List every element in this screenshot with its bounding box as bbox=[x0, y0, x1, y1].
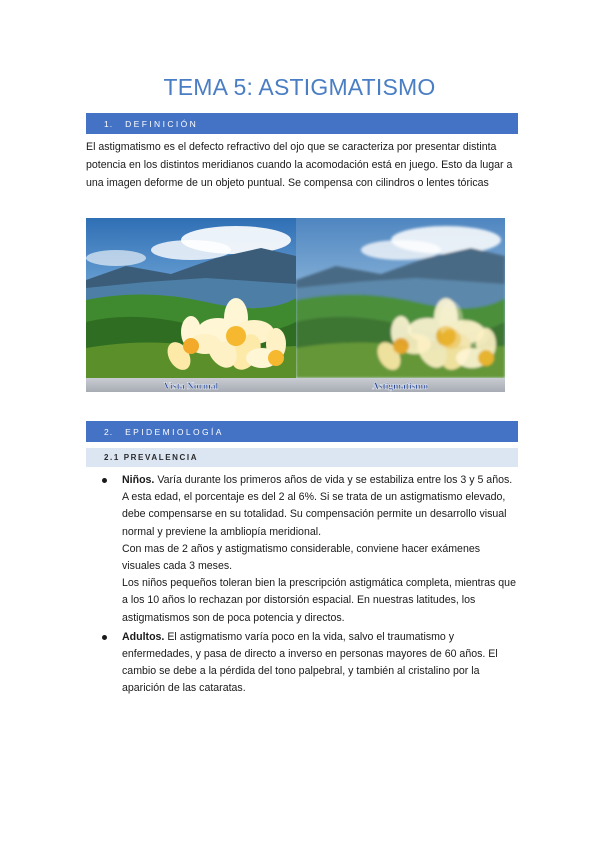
section-number: 1. bbox=[104, 118, 114, 129]
list-item-ninos bbox=[86, 472, 520, 627]
item-text: Varía durante los primeros años de vida y se estabiliza entre los 3 y 5 años. A esta edad, el porcentaje es del 2 al 6%. Si se trata de un astigmatismo elevado, debe compensarse en su totalidad. Su compensación permite un desarrollo visual normal y previene la ambliopía meridional. bbox=[122, 474, 513, 538]
bullet-icon bbox=[102, 635, 107, 640]
section-header-definicion bbox=[86, 113, 518, 134]
astigmatism-photo bbox=[296, 218, 505, 378]
page-title: TEMA 5: ASTIGMATISMO bbox=[163, 74, 436, 100]
item-text: El astigmatismo varía poco en la vida, salvo el traumatismo y enfermedades, y pasa de directo a inverso en personas mayores de 60 años. El cambio se debe a la pérdida del tono palpebral, y también al cristalino por la aparición de las cataratas. bbox=[122, 630, 498, 695]
caption-astigmatism: Astigmatismo bbox=[372, 382, 428, 392]
section-label: EPIDEMIOLOGÍA bbox=[125, 426, 224, 437]
list-item-adultos bbox=[86, 629, 520, 698]
section-label: DEFINICIÓN bbox=[125, 118, 199, 129]
normal-vision-photo bbox=[86, 218, 296, 378]
bullet-icon bbox=[102, 478, 107, 483]
comparison-image bbox=[86, 218, 505, 392]
section-number: 2. bbox=[104, 426, 114, 437]
item-text: Los niños pequeños toleran bien la prescripción astigmática completa, mientras que a los 10 años lo rechazan por distorsión espacial. En nuestras latitudes, los astigmatismos son de poca potencia y directos. bbox=[122, 577, 516, 624]
prevalence-list bbox=[86, 472, 520, 700]
section-header-epidemiologia bbox=[86, 421, 518, 442]
item-lead: Adultos. bbox=[122, 630, 165, 643]
item-lead: Niños. bbox=[122, 474, 155, 486]
definition-paragraph: El astigmatismo es el defecto refractivo del ojo que se caracteriza por presentar distinta potencia en los distintos meridianos cuando la acomodación está en juego. Esto da lugar a una imagen deforme de un objeto puntual. Se compensa con cilindros o lentes tóricas bbox=[86, 141, 513, 189]
caption-normal: Vista Normal bbox=[163, 382, 219, 392]
subsection-label: 2.1 PREVALENCIA bbox=[104, 453, 199, 462]
item-text: Con mas de 2 años y astigmatismo considerable, conviene hacer exámenes visuales cada 3 meses. bbox=[122, 542, 481, 573]
subsection-header-prevalencia bbox=[86, 448, 518, 467]
